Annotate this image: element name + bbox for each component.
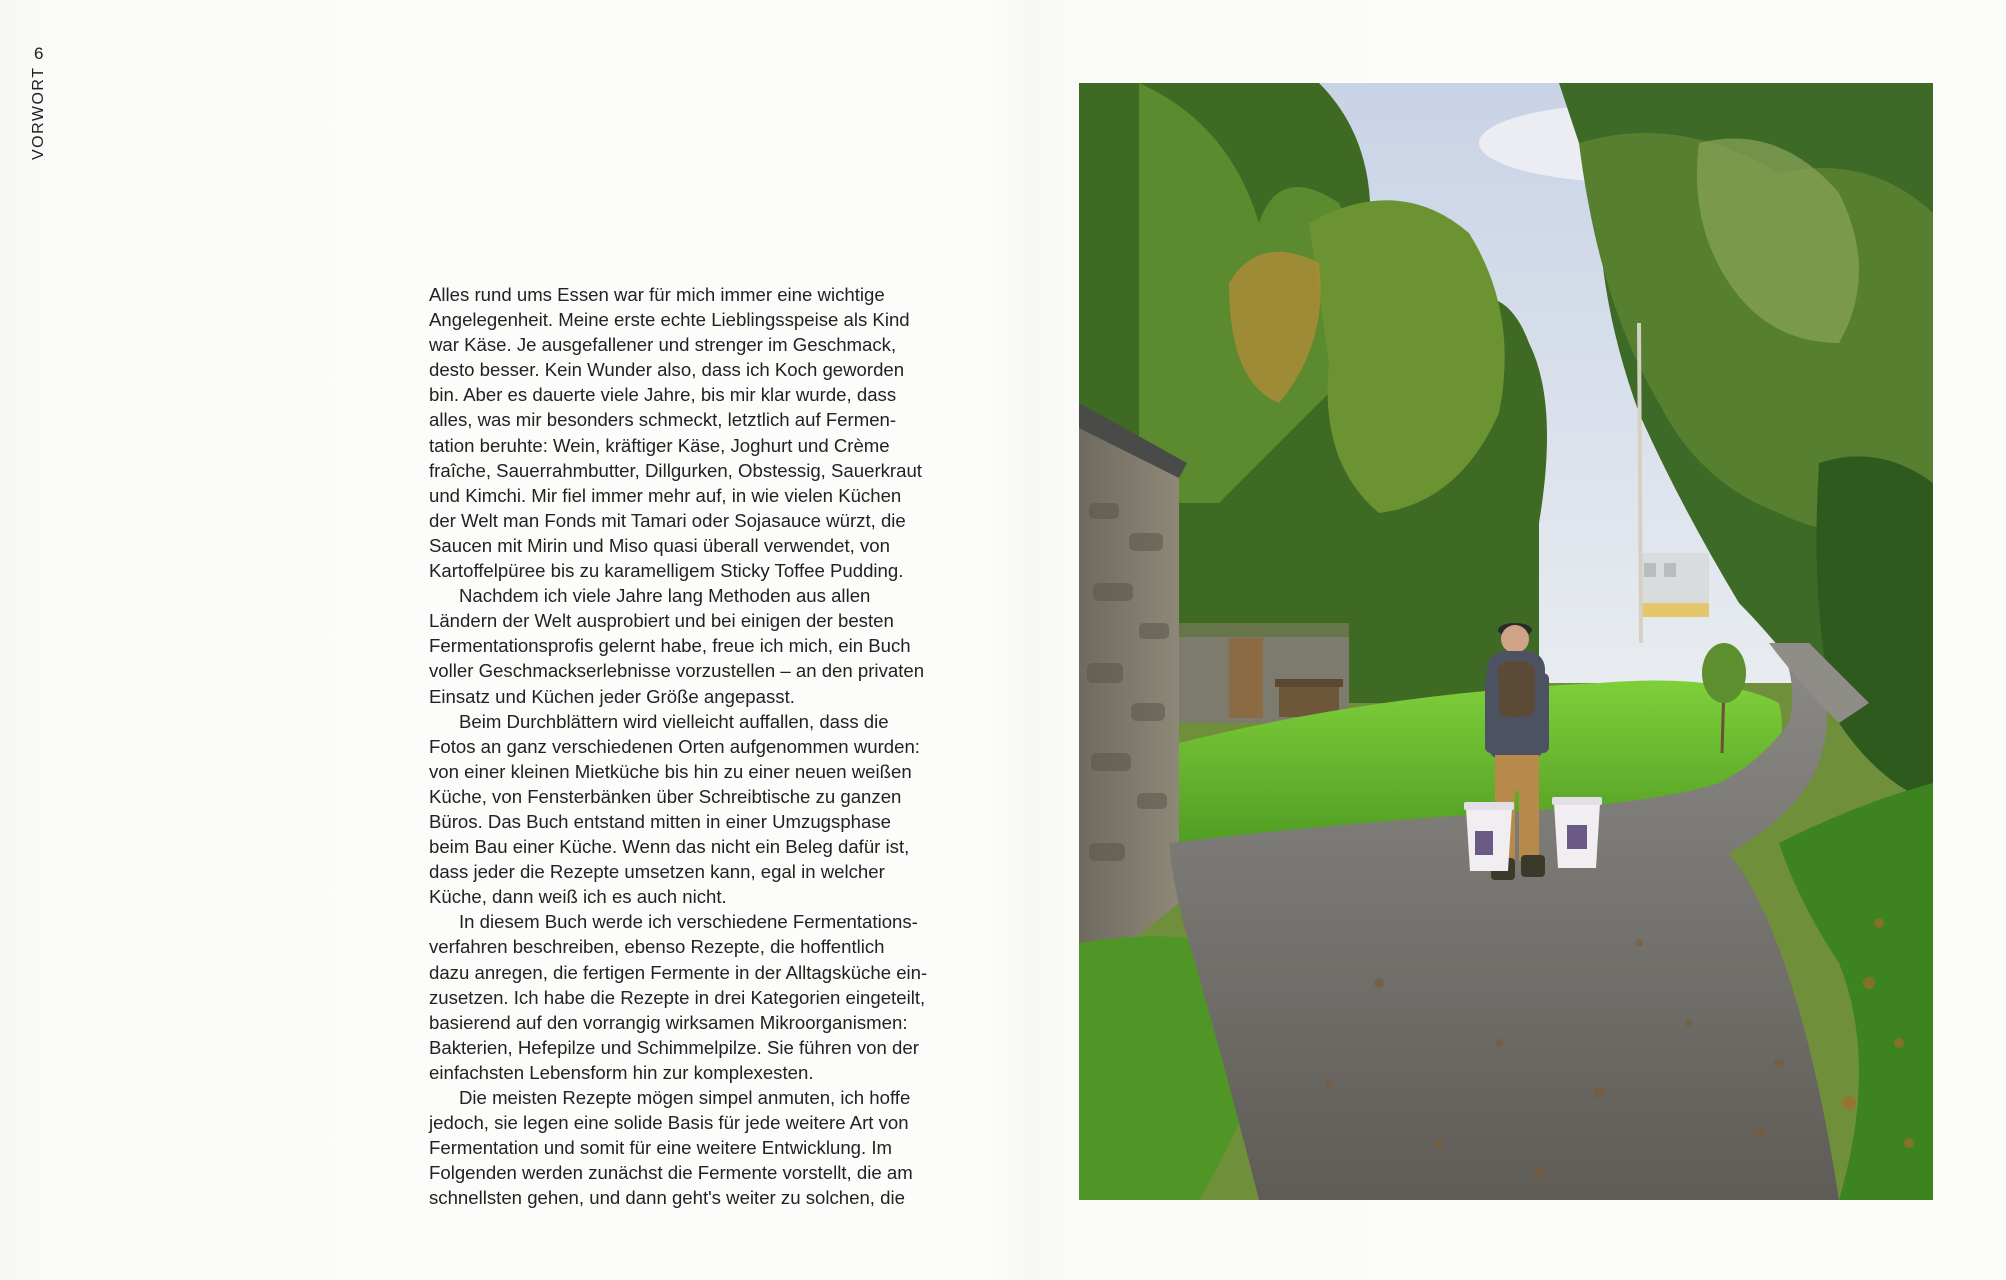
- text-line: Fermentationsprofis gelernt habe, freue ich mich, ein Buch: [429, 635, 911, 657]
- text-line: Küche, von Fensterbänken über Schreibtische zu ganzen: [429, 785, 902, 807]
- text-line: von einer kleinen Mietküche bis hin zu einer neuen weißen: [429, 760, 912, 782]
- text-line: Beim Durchblättern wird vielleicht auffallen, dass die: [459, 710, 889, 732]
- text-line: In diesem Buch werde ich verschiedene Fermentations-: [459, 911, 918, 933]
- text-line: schnellsten gehen, und dann geht's weiter zu solchen, die: [429, 1187, 905, 1209]
- text-line: tation beruhte: Wein, kräftiger Käse, Joghurt und Crème: [429, 434, 890, 456]
- text-line: desto besser. Kein Wunder also, dass ich Koch geworden: [429, 359, 905, 381]
- text-line: einfachsten Lebensform hin zur komplexesten.: [429, 1061, 814, 1083]
- text-line: bin. Aber es dauerte viele Jahre, bis mir klar wurde, dass: [429, 384, 897, 406]
- text-line: Alles rund ums Essen war für mich immer eine wichtige: [429, 284, 885, 305]
- text-line: fraîche, Sauerrahmbutter, Dillgurken, Obstessig, Sauerkraut: [429, 459, 922, 481]
- text-line: Kartoffelpüree bis zu karamelligem Sticky Toffee Pudding.: [429, 560, 904, 582]
- running-head: VORWORT: [30, 66, 47, 160]
- text-line: und Kimchi. Mir fiel immer mehr auf, in wie vielen Küchen: [429, 484, 902, 506]
- text-line: der Welt man Fonds mit Tamari oder Sojasauce würzt, die: [429, 509, 906, 531]
- text-line: Saucen mit Mirin und Miso quasi überall verwendet, von: [429, 534, 890, 556]
- text-line: Nachdem ich viele Jahre lang Methoden aus allen: [459, 585, 871, 607]
- body-text: [429, 282, 929, 1210]
- text-line: Fermentation und somit für eine weitere Entwicklung. Im: [429, 1137, 892, 1159]
- text-line: Küche, dann weiß ich es auch nicht.: [429, 886, 727, 908]
- text-line: beim Bau einer Küche. Wenn das nicht ein Beleg dafür ist,: [429, 836, 910, 858]
- text-line: jedoch, sie legen eine solide Basis für jede weitere Art von: [429, 1112, 909, 1134]
- garden-path-photo: [1079, 83, 1933, 1200]
- page-number: 6: [34, 44, 44, 63]
- text-line: voller Geschmackserlebnisse vorzustellen – an den privaten: [429, 660, 925, 682]
- text-line: Ländern der Welt ausprobiert und bei einigen der besten: [429, 610, 894, 632]
- text-line: Folgenden werden zunächst die Fermente vorstellt, die am: [429, 1162, 913, 1184]
- text-line: Fotos an ganz verschiedenen Orten aufgenommen wurden:: [429, 735, 920, 757]
- text-line: verfahren beschreiben, ebenso Rezepte, die hoffentlich: [429, 936, 885, 958]
- text-line: dazu anregen, die fertigen Fermente in der Alltagsküche ein-: [429, 961, 928, 983]
- text-line: Die meisten Rezepte mögen simpel anmuten, ich hoffe: [459, 1087, 911, 1108]
- text-line: Bakterien, Hefepilze und Schimmelpilze. Sie führen von der: [429, 1036, 919, 1058]
- text-line: Einsatz und Küchen jeder Größe angepasst.: [429, 685, 795, 707]
- text-line: alles, was mir besonders schmeckt, letztlich auf Fermen-: [429, 409, 897, 431]
- text-line: Angelegenheit. Meine erste echte Lieblingsspeise als Kind: [429, 309, 910, 331]
- text-line: war Käse. Je ausgefallener und strenger im Geschmack,: [429, 334, 897, 356]
- text-line: zusetzen. Ich habe die Rezepte in drei Kategorien eingeteilt,: [429, 986, 926, 1008]
- text-line: Büros. Das Buch entstand mitten in einer Umzugsphase: [429, 810, 891, 832]
- text-line: dass jeder die Rezepte umsetzen kann, egal in welcher: [429, 861, 885, 883]
- text-line: basierend auf den vorrangig wirksamen Mikroorganismen:: [429, 1011, 908, 1033]
